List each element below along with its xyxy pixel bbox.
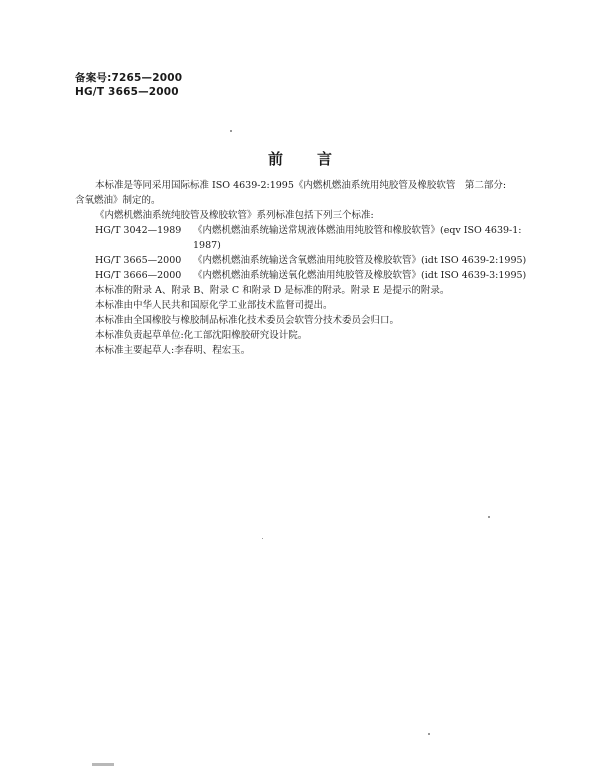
page-number-mark [92,763,114,766]
standard-row [75,223,550,238]
scan-speck [428,733,430,735]
scan-speck [488,516,490,518]
standard-desc: 《内燃机燃油系统输送氧化燃油用纯胶管及橡胶软管》(idt ISO 4639-3:1995) [193,270,527,281]
paragraph-drafting-unit: 本标准负责起草单位:化工部沈阳橡胶研究设计院。 [95,330,308,341]
foreword-body [75,178,550,358]
paragraph-series: 《内燃机燃油系统纯胶管及橡胶软管》系列标准包括下列三个标准: [95,210,374,221]
paragraph-adoption: 本标准是等同采用国际标准 ISO 4639-2:1995《内燃机燃油系统用纯胶管及橡胶软管 第二部分: [95,180,507,191]
paragraph-committee: 本标准由全国橡胶与橡胶制品标准化技术委员会软管分技术委员会归口。 [95,315,400,326]
scan-speck [230,130,232,132]
standard-row [75,253,550,268]
paragraph-drafters: 本标准主要起草人:李春明、程宏玉。 [95,345,251,356]
record-number: 备案号:7265—2000 [75,72,183,84]
standard-code: HG/T 3042—1989 [95,225,182,236]
paragraph-proposer: 本标准由中华人民共和国原化学工业部技术监督司提出。 [95,300,333,311]
standard-code: HG/T 3665—2000 [95,255,182,266]
paragraph-adoption-cont: 含氧燃油》制定的。 [75,195,161,206]
scan-speck [262,538,263,539]
standard-number: HG/T 3665—2000 [75,86,179,98]
paragraph-annex: 本标准的附录 A、附录 B、附录 C 和附录 D 是标准的附录。附录 E 是提示的附录。 [95,285,450,296]
standard-code: HG/T 3666—2000 [95,270,182,281]
standard-row [75,268,550,283]
page-title: 前言 [267,150,366,168]
standard-desc: 《内燃机燃油系统输送常规液体燃油用纯胶管和橡胶软管》(eqv ISO 4639-1: [193,225,522,236]
standard-desc-cont: 1987) [193,240,221,251]
standard-desc: 《内燃机燃油系统输送含氧燃油用纯胶管及橡胶软管》(idt ISO 4639-2:1995) [193,255,527,266]
